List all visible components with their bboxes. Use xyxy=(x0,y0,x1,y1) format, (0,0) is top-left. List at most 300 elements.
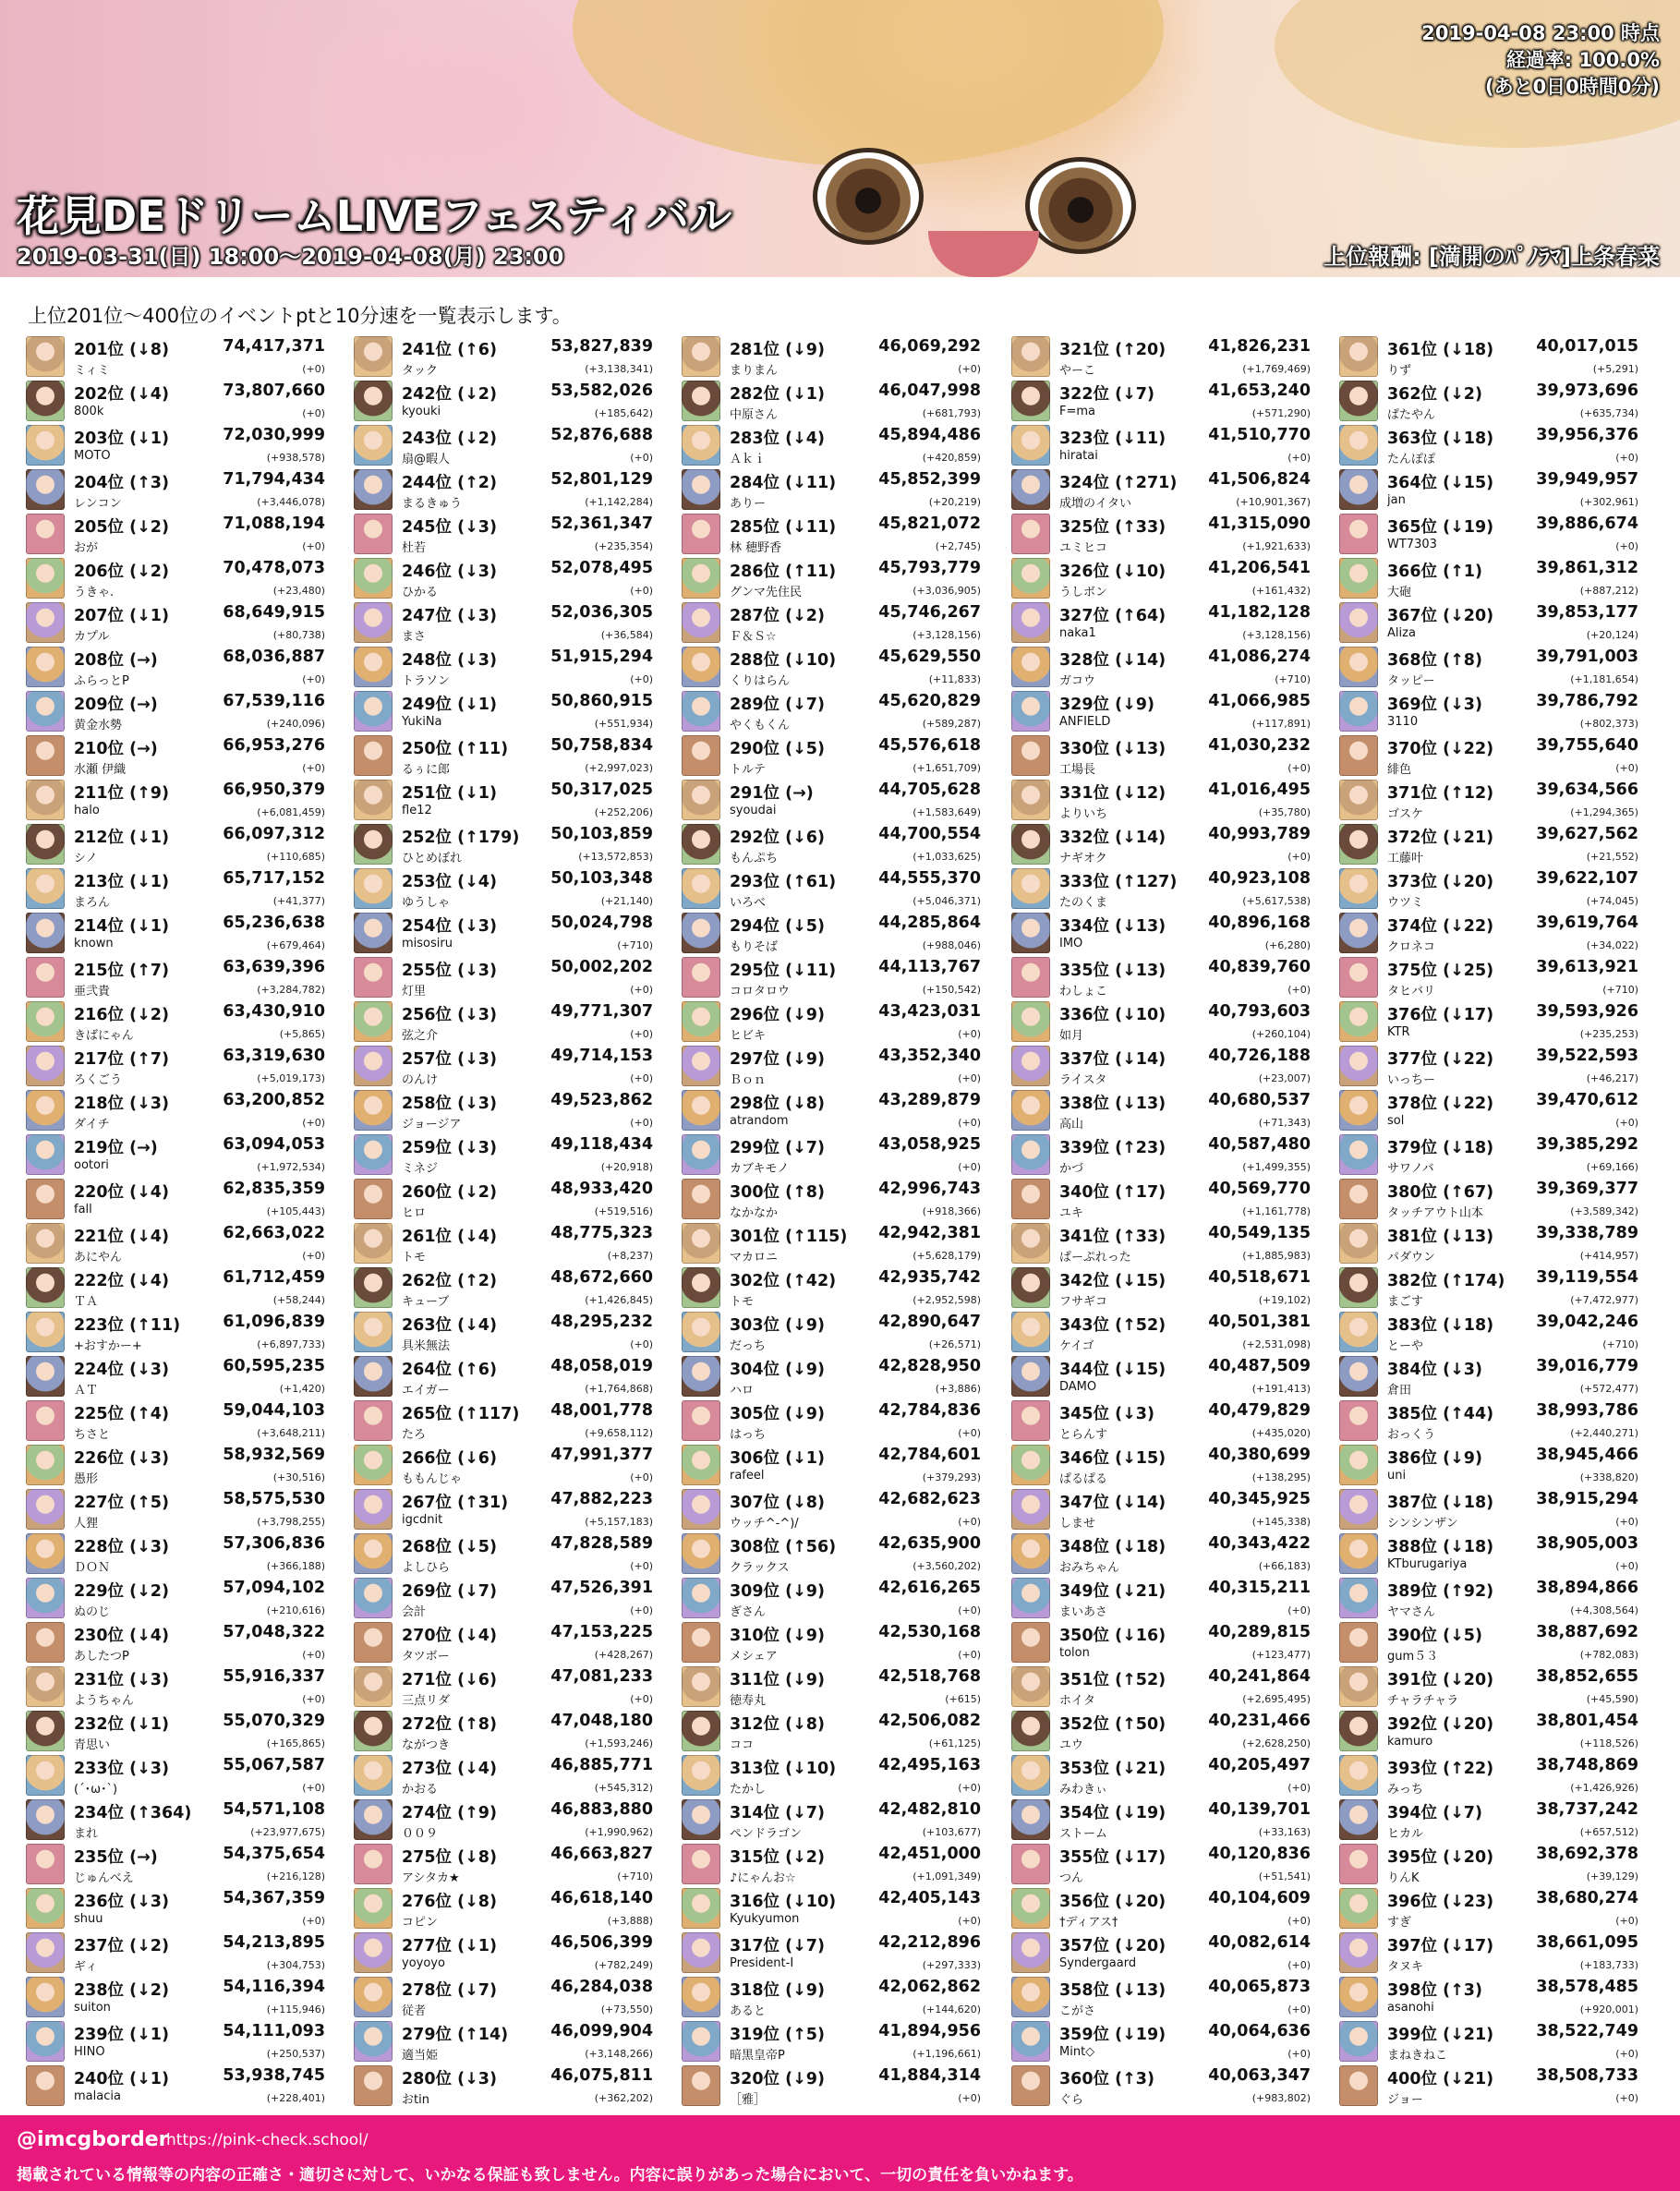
player-name: ミネジ xyxy=(402,1162,439,1176)
rank-label: 224位 (↓3) xyxy=(74,1361,169,1379)
idol-avatar-icon xyxy=(682,1489,720,1530)
rank-label: 259位 (↓3) xyxy=(402,1139,497,1157)
rank-label: 373位 (↓20) xyxy=(1387,873,1494,891)
player-name: sol xyxy=(1387,1114,1405,1128)
rank-label: 234位 (↑364) xyxy=(74,1804,192,1822)
rank-label: 310位 (↓9) xyxy=(730,1627,825,1645)
ranking-row xyxy=(1011,866,1327,911)
ten-minute-gain: (+10,901,367) xyxy=(1236,496,1311,508)
event-points: 70,478,073 xyxy=(223,559,325,577)
ranking-row xyxy=(26,1931,342,1975)
rank-label: 390位 (↓5) xyxy=(1387,1627,1482,1645)
event-points: 40,082,614 xyxy=(1208,1933,1311,1952)
player-name: まろん xyxy=(74,896,111,910)
rank-label: 394位 (↓7) xyxy=(1387,1804,1482,1822)
event-points: 43,352,340 xyxy=(878,1047,981,1065)
event-points: 38,508,733 xyxy=(1536,2066,1638,2085)
rank-label: 348位 (↓18) xyxy=(1059,1538,1166,1556)
idol-avatar-icon xyxy=(682,1977,720,2017)
player-name: たのくま xyxy=(1059,896,1108,910)
event-points: 49,771,307 xyxy=(550,1002,653,1021)
event-points: 45,852,399 xyxy=(878,470,981,489)
idol-avatar-icon xyxy=(1011,824,1050,865)
ranking-row xyxy=(682,467,997,512)
event-points: 42,996,743 xyxy=(878,1180,981,1198)
rank-label: 344位 (↓15) xyxy=(1059,1361,1166,1379)
rank-label: 251位 (↓1) xyxy=(402,784,497,803)
idol-avatar-icon xyxy=(682,1090,720,1131)
event-points: 46,883,880 xyxy=(550,1800,653,1819)
site-url-link[interactable]: https://pink-check.school/ xyxy=(166,2131,369,2149)
event-points: 41,510,770 xyxy=(1208,426,1311,444)
ten-minute-gain: (+58,244) xyxy=(272,1294,325,1306)
ten-minute-gain: (+0) xyxy=(958,363,981,375)
ranking-row xyxy=(682,1265,997,1310)
event-points: 65,236,638 xyxy=(223,914,325,932)
event-points: 48,001,778 xyxy=(550,1401,653,1420)
ranking-row xyxy=(354,1576,670,1620)
player-name: 徳寿丸 xyxy=(730,1694,767,1708)
player-name: うしボン xyxy=(1059,586,1108,599)
idol-avatar-icon xyxy=(1339,1267,1378,1308)
idol-avatar-icon xyxy=(1339,602,1378,643)
ranking-row xyxy=(682,556,997,600)
player-name: ゴスケ xyxy=(1387,807,1424,821)
twitter-handle[interactable]: @imcgborder xyxy=(17,2128,169,2151)
ranking-row xyxy=(1339,1177,1655,1221)
ranking-row xyxy=(1011,955,1327,999)
event-points: 40,241,864 xyxy=(1208,1667,1311,1686)
event-points: 42,635,900 xyxy=(878,1534,981,1553)
ten-minute-gain: (+118,526) xyxy=(1579,1737,1638,1749)
rank-label: 305位 (↓9) xyxy=(730,1405,825,1423)
ten-minute-gain: (+571,290) xyxy=(1251,407,1311,419)
ranking-row xyxy=(1339,2064,1655,2108)
idol-avatar-icon xyxy=(1011,1533,1050,1574)
ranking-row xyxy=(1011,423,1327,467)
idol-avatar-icon xyxy=(1339,691,1378,732)
idol-avatar-icon xyxy=(354,913,393,953)
player-name: 大砲 xyxy=(1387,586,1412,599)
idol-avatar-icon xyxy=(26,1223,65,1264)
event-points: 61,712,459 xyxy=(223,1268,325,1287)
idol-avatar-icon xyxy=(354,691,393,732)
idol-avatar-icon xyxy=(1011,1489,1050,1530)
rank-label: 242位 (↓2) xyxy=(402,385,497,404)
ranking-row xyxy=(682,1886,997,1931)
event-points: 40,315,211 xyxy=(1208,1579,1311,1597)
idol-avatar-icon xyxy=(26,336,65,377)
idol-avatar-icon xyxy=(354,1755,393,1796)
ranking-row xyxy=(682,334,997,379)
rank-label: 250位 (↑11) xyxy=(402,740,509,758)
player-name: やくもくん xyxy=(730,719,791,732)
rank-label: 263位 (↓4) xyxy=(402,1316,497,1335)
event-points: 38,887,692 xyxy=(1536,1623,1638,1641)
ten-minute-gain: (+0) xyxy=(1615,452,1638,464)
idol-avatar-icon xyxy=(682,1179,720,1219)
event-points: 54,375,654 xyxy=(223,1845,325,1863)
ranking-row xyxy=(1339,1886,1655,1931)
ten-minute-gain: (+3,284,782) xyxy=(257,984,325,996)
idol-avatar-icon xyxy=(1011,647,1050,687)
idol-avatar-icon xyxy=(1339,336,1378,377)
event-points: 47,828,589 xyxy=(550,1534,653,1553)
idol-avatar-icon xyxy=(1011,1400,1050,1441)
player-name: たんぽぽ xyxy=(1387,453,1436,466)
ten-minute-gain: (+3,446,078) xyxy=(257,496,325,508)
player-name: グンマ先住民 xyxy=(730,586,803,599)
player-name: 林 穂野香 xyxy=(730,541,782,555)
ranking-row xyxy=(1339,467,1655,512)
player-name: atrandom xyxy=(730,1114,789,1128)
ranking-row xyxy=(1011,1354,1327,1398)
rank-label: 387位 (↓18) xyxy=(1387,1494,1494,1512)
ten-minute-gain: (+0) xyxy=(1615,2092,1638,2104)
player-name: タッピー xyxy=(1387,674,1435,688)
ten-minute-gain: (+0) xyxy=(1287,452,1311,464)
player-name: asanohi xyxy=(1387,2001,1434,2015)
player-name: コロタロウ xyxy=(730,985,791,999)
ranking-row xyxy=(354,1842,670,1886)
player-name: +おすかー+ xyxy=(74,1339,142,1353)
player-name: ぱーぷれった xyxy=(1059,1251,1131,1265)
ten-minute-gain: (+2,745) xyxy=(935,540,981,552)
rank-label: 205位 (↓2) xyxy=(74,518,169,537)
player-name: ［雅］ xyxy=(730,2093,767,2107)
idol-avatar-icon xyxy=(354,1090,393,1131)
rank-label: 274位 (↑9) xyxy=(402,1804,497,1822)
rank-label: 269位 (↓7) xyxy=(402,1582,497,1601)
ranking-row xyxy=(1339,600,1655,645)
ranking-row xyxy=(354,1531,670,1576)
ranking-row xyxy=(1339,1576,1655,1620)
idol-avatar-icon xyxy=(26,1799,65,1840)
rank-label: 226位 (↓3) xyxy=(74,1449,169,1468)
player-name: ユキ xyxy=(1059,1206,1084,1220)
rank-label: 316位 (↓10) xyxy=(730,1893,837,1911)
event-points: 41,086,274 xyxy=(1208,648,1311,666)
ten-minute-gain: (+80,738) xyxy=(272,629,325,641)
ranking-row xyxy=(26,1620,342,1664)
idol-avatar-icon xyxy=(26,1932,65,1973)
idol-avatar-icon xyxy=(1339,1932,1378,1973)
ranking-row xyxy=(1339,822,1655,866)
rank-label: 256位 (↓3) xyxy=(402,1006,497,1024)
rank-label: 386位 (↓9) xyxy=(1387,1449,1482,1468)
player-name: やーこ xyxy=(1059,364,1096,378)
ten-minute-gain: (+5,291) xyxy=(1592,363,1638,375)
ten-minute-gain: (+681,793) xyxy=(922,407,981,419)
event-points: 58,932,569 xyxy=(223,1446,325,1464)
ranking-row xyxy=(682,1398,997,1443)
player-name: コピン xyxy=(402,1916,439,1930)
idol-avatar-icon xyxy=(682,1844,720,1884)
rank-label: 253位 (↓4) xyxy=(402,873,497,891)
event-points: 42,682,623 xyxy=(878,1490,981,1508)
idol-avatar-icon xyxy=(682,1134,720,1175)
ten-minute-gain: (+1,426,845) xyxy=(585,1294,653,1306)
idol-avatar-icon xyxy=(354,780,393,820)
player-name: クラックス xyxy=(730,1561,790,1575)
ranking-row xyxy=(1011,1531,1327,1576)
ten-minute-gain: (+8,237) xyxy=(607,1250,653,1262)
rank-label: 359位 (↓19) xyxy=(1059,2026,1166,2044)
idol-avatar-icon xyxy=(354,1977,393,2017)
player-name: uni xyxy=(1387,1469,1407,1483)
event-points: 48,933,420 xyxy=(550,1180,653,1198)
player-name: 暗黒皇帝P xyxy=(730,2049,785,2063)
ten-minute-gain: (+938,578) xyxy=(266,452,325,464)
idol-avatar-icon xyxy=(354,1622,393,1663)
rank-label: 340位 (↑17) xyxy=(1059,1183,1166,1202)
ranking-row xyxy=(1339,2019,1655,2064)
ten-minute-gain: (+1,583,649) xyxy=(913,806,981,818)
ten-minute-gain: (+0) xyxy=(630,1693,653,1705)
player-name: サワノバ xyxy=(1387,1162,1434,1176)
idol-avatar-icon xyxy=(1339,824,1378,865)
ranking-row xyxy=(1011,1664,1327,1709)
event-points: 48,775,323 xyxy=(550,1224,653,1242)
idol-avatar-icon xyxy=(354,1267,393,1308)
event-points: 38,661,095 xyxy=(1536,1933,1638,1952)
rank-label: 294位 (↓5) xyxy=(730,917,825,936)
rank-label: 323位 (↓11) xyxy=(1059,430,1166,448)
rank-label: 204位 (↑3) xyxy=(74,474,169,492)
idol-avatar-icon xyxy=(1339,957,1378,998)
rank-label: 243位 (↓2) xyxy=(402,430,497,448)
event-points: 40,793,603 xyxy=(1208,1002,1311,1021)
ten-minute-gain: (+216,128) xyxy=(266,1870,325,1882)
rank-label: 283位 (↓4) xyxy=(730,430,825,448)
ten-minute-gain: (+1,499,355) xyxy=(1242,1161,1311,1173)
ten-minute-gain: (+161,432) xyxy=(1251,585,1311,597)
player-name: ギィ xyxy=(74,1960,98,1974)
event-points: 55,916,337 xyxy=(223,1667,325,1686)
player-name: ミィミ xyxy=(74,364,110,378)
ten-minute-gain: (+0) xyxy=(1615,2048,1638,2060)
idol-avatar-icon xyxy=(26,780,65,820)
ten-minute-gain: (+0) xyxy=(630,1338,653,1350)
banner-art-hair xyxy=(573,0,1164,166)
idol-avatar-icon xyxy=(354,957,393,998)
ranking-column xyxy=(1011,334,1327,2108)
player-name: るぅに郎 xyxy=(402,763,451,777)
rank-label: 325位 (↑33) xyxy=(1059,518,1166,537)
event-points: 38,945,466 xyxy=(1536,1446,1638,1464)
player-name: タヌキ xyxy=(1387,1960,1424,1974)
rank-label: 252位 (↑179) xyxy=(402,829,520,847)
rank-label: 232位 (↓1) xyxy=(74,1715,169,1734)
idol-avatar-icon xyxy=(1011,1090,1050,1131)
rank-label: 355位 (↓17) xyxy=(1059,1848,1166,1867)
ranking-row xyxy=(1339,1443,1655,1487)
ranking-row xyxy=(682,955,997,999)
player-name: IMO xyxy=(1059,937,1083,950)
ten-minute-gain: (+20,124) xyxy=(1586,629,1638,641)
rank-label: 328位 (↓14) xyxy=(1059,651,1166,670)
idol-avatar-icon xyxy=(682,913,720,953)
ten-minute-gain: (+0) xyxy=(630,1604,653,1616)
rank-label: 365位 (↓19) xyxy=(1387,518,1494,537)
player-name: カプル xyxy=(74,630,110,644)
ten-minute-gain: (+150,542) xyxy=(922,984,981,996)
ten-minute-gain: (+252,206) xyxy=(594,806,653,818)
rank-label: 322位 (↓7) xyxy=(1059,385,1154,404)
ranking-row xyxy=(682,1443,997,1487)
rank-label: 381位 (↓13) xyxy=(1387,1228,1494,1246)
ranking-row xyxy=(682,1310,997,1354)
ten-minute-gain: (+3,128,156) xyxy=(1242,629,1311,641)
ten-minute-gain: (+710) xyxy=(617,939,653,951)
rank-label: 233位 (↓3) xyxy=(74,1760,169,1778)
ten-minute-gain: (+710) xyxy=(1275,673,1311,685)
player-name: DAMO xyxy=(1059,1380,1097,1394)
ranking-row xyxy=(1339,1798,1655,1842)
rank-label: 254位 (↓3) xyxy=(402,917,497,936)
ten-minute-gain: (+185,642) xyxy=(594,407,653,419)
rank-label: 354位 (↓19) xyxy=(1059,1804,1166,1822)
event-points: 40,205,497 xyxy=(1208,1756,1311,1774)
rank-label: 321位 (↑20) xyxy=(1059,341,1166,359)
event-points: 39,522,593 xyxy=(1536,1047,1638,1065)
event-points: 40,343,422 xyxy=(1208,1534,1311,1553)
player-name: カブキモノ xyxy=(730,1162,790,1176)
rank-label: 343位 (↑52) xyxy=(1059,1316,1166,1335)
ranking-row xyxy=(682,733,997,778)
event-points: 40,065,873 xyxy=(1208,1978,1311,1996)
ten-minute-gain: (+3,648,211) xyxy=(257,1427,325,1439)
rank-label: 356位 (↓20) xyxy=(1059,1893,1166,1911)
ranking-row xyxy=(26,600,342,645)
idol-avatar-icon xyxy=(354,1223,393,1264)
event-points: 52,361,347 xyxy=(550,514,653,533)
rank-label: 270位 (↓4) xyxy=(402,1627,497,1645)
idol-avatar-icon xyxy=(682,469,720,510)
event-points: 71,088,194 xyxy=(223,514,325,533)
event-points: 49,523,862 xyxy=(550,1091,653,1109)
idol-avatar-icon xyxy=(682,1267,720,1308)
rank-label: 366位 (↑1) xyxy=(1387,563,1482,581)
idol-avatar-icon xyxy=(1011,1179,1050,1219)
rank-label: 312位 (↓8) xyxy=(730,1715,825,1734)
idol-avatar-icon xyxy=(26,1755,65,1796)
idol-avatar-icon xyxy=(1011,1267,1050,1308)
idol-avatar-icon xyxy=(354,1134,393,1175)
ranking-row xyxy=(682,1842,997,1886)
rank-label: 346位 (↓15) xyxy=(1059,1449,1166,1468)
ranking-row xyxy=(682,379,997,423)
event-points: 44,113,767 xyxy=(878,958,981,976)
ranking-row xyxy=(1339,1132,1655,1177)
ten-minute-gain: (+5,157,183) xyxy=(585,1516,653,1528)
event-points: 41,826,231 xyxy=(1208,337,1311,356)
player-name: あにやん xyxy=(74,1251,123,1265)
rank-label: 287位 (↓2) xyxy=(730,607,825,625)
ranking-row xyxy=(354,1265,670,1310)
event-points: 40,063,347 xyxy=(1208,2066,1311,2085)
event-points: 44,700,554 xyxy=(878,825,981,843)
ranking-row xyxy=(1011,778,1327,822)
rank-label: 318位 (↓9) xyxy=(730,1981,825,2000)
event-points: 42,890,647 xyxy=(878,1313,981,1331)
player-name: 亜弐貴 xyxy=(74,985,111,999)
event-points: 43,423,031 xyxy=(878,1002,981,1021)
ranking-row xyxy=(26,1177,342,1221)
idol-avatar-icon xyxy=(1011,1977,1050,2017)
ranking-row xyxy=(26,955,342,999)
idol-avatar-icon xyxy=(682,1223,720,1264)
event-points: 38,915,294 xyxy=(1536,1490,1638,1508)
ranking-row xyxy=(1011,1177,1327,1221)
player-name: ケイゴ xyxy=(1059,1339,1094,1353)
event-points: 50,024,798 xyxy=(550,914,653,932)
ten-minute-gain: (+0) xyxy=(1287,1959,1311,1971)
ten-minute-gain: (+46,217) xyxy=(1586,1072,1638,1084)
event-points: 68,036,887 xyxy=(223,648,325,666)
idol-avatar-icon xyxy=(682,1711,720,1751)
rank-label: 207位 (↓1) xyxy=(74,607,169,625)
event-points: 41,066,985 xyxy=(1208,692,1311,710)
event-points: 42,451,000 xyxy=(878,1845,981,1863)
idol-avatar-icon xyxy=(682,1445,720,1485)
event-points: 40,479,829 xyxy=(1208,1401,1311,1420)
idol-avatar-icon xyxy=(26,1134,65,1175)
idol-avatar-icon xyxy=(1011,913,1050,953)
idol-avatar-icon xyxy=(682,1799,720,1840)
rank-label: 345位 (↓3) xyxy=(1059,1405,1154,1423)
idol-avatar-icon xyxy=(354,1844,393,1884)
ranking-row xyxy=(354,1177,670,1221)
ranking-row xyxy=(26,1842,342,1886)
event-points: 40,680,537 xyxy=(1208,1091,1311,1109)
rank-label: 255位 (↓3) xyxy=(402,962,497,980)
rank-label: 311位 (↓9) xyxy=(730,1671,825,1689)
idol-avatar-icon xyxy=(1011,1799,1050,1840)
event-points: 43,289,879 xyxy=(878,1091,981,1109)
idol-avatar-icon xyxy=(1339,735,1378,776)
player-name: たかし xyxy=(730,1783,767,1797)
ranking-grid xyxy=(26,334,1653,2108)
ten-minute-gain: (+0) xyxy=(1615,1117,1638,1129)
player-name: ありー xyxy=(730,497,767,511)
ten-minute-gain: (+26,571) xyxy=(928,1338,981,1350)
player-name: のんけ xyxy=(402,1073,439,1087)
ranking-row xyxy=(26,1088,342,1132)
player-name: おtin xyxy=(402,2093,429,2107)
event-points: 46,069,292 xyxy=(878,337,981,356)
ranking-row xyxy=(26,1709,342,1753)
rank-label: 362位 (↓2) xyxy=(1387,385,1482,404)
ranking-row xyxy=(1011,1576,1327,1620)
rank-label: 284位 (↓11) xyxy=(730,474,837,492)
idol-avatar-icon xyxy=(354,558,393,599)
rank-label: 261位 (↓4) xyxy=(402,1228,497,1246)
ten-minute-gain: (+0) xyxy=(302,673,325,685)
rank-label: 286位 (↑11) xyxy=(730,563,837,581)
player-name: 工場長 xyxy=(1059,763,1096,777)
player-name: 中原さん xyxy=(730,408,779,422)
rank-label: 266位 (↓6) xyxy=(402,1449,497,1468)
idol-avatar-icon xyxy=(1339,1223,1378,1264)
idol-avatar-icon xyxy=(354,381,393,421)
ranking-row xyxy=(354,1709,670,1753)
ranking-row xyxy=(1339,1620,1655,1664)
player-name: タッチアウト山本 xyxy=(1387,1206,1484,1220)
player-name: みっち xyxy=(1387,1783,1424,1797)
ten-minute-gain: (+0) xyxy=(302,1693,325,1705)
event-points: 39,755,640 xyxy=(1536,736,1638,755)
